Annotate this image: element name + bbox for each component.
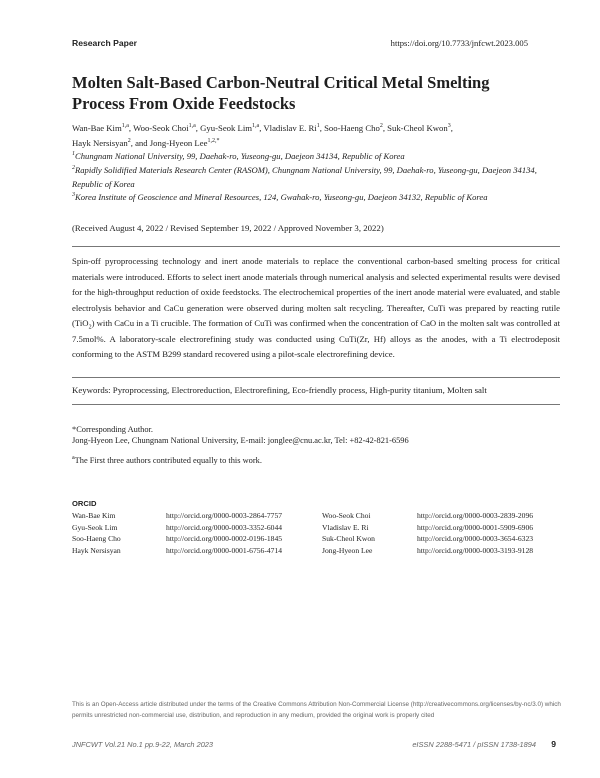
corresponding-author [72,424,409,446]
affiliation-1: $^1$Chungnam National University, 99, Daehak-ro, Yuseong-gu, Daejeon 34134, Republic of Korea [72,151,405,161]
author-name: Hayk Nersisyan [72,138,128,148]
orcid-author: Jong-Hyeon Lee [322,545,373,555]
orcid-link[interactable]: http://orcid.org/0000-0001-5909-6906 [417,522,534,532]
orcid-author: Wan-Bae Kim [72,511,116,520]
orcid-row [72,511,572,523]
orcid-row [72,534,572,546]
affiliation-2: $^2$Rapidly Solidified Materials Research Center (RASOM), Chungnam National University, 99, Daehak-ro, Yuseong-gu, Daejeon 34134, Republic of Korea [72,165,537,189]
keywords-rule [72,404,560,405]
issn: eISSN 2288-5471 / pISSN 1738-1894 [412,740,536,749]
author-affiliation-mark: 1,2,* [207,138,220,145]
page-number: 9 [551,739,556,749]
author-affiliation-mark: 1 [316,123,320,130]
review-dates: (Received August 4, 2022 / Revised September 19, 2022 / Approved November 3, 2022) [72,223,384,233]
abstract-bottom-rule [72,377,560,378]
author-name: Suk-Cheol Kwon [387,123,448,133]
orcid-row [72,523,572,535]
author-list: Wan-Bae Kim$^{1,a}$, Woo-Seok Choi$^{1,a}$, Gyu-Seok Lim$^{1,a}$, Vladislav E. Ri$^1$, Soo-Haeng Cho$^2$, Suk-Cheol Kwon$^3$, Hayk Nersisyan$^2$, and Jong-Hyeon Lee$^{1,2,*}$ [72,123,453,148]
orcid-link[interactable]: http://orcid.org/0000-0002-0196-1845 [166,534,283,544]
orcid-author: Suk-Cheol Kwon [322,534,375,544]
keywords: Keywords: Pyroprocessing, Electroreduction, Electrorefining, Eco-friendly process, High-purity titanium, Molten salt [72,385,487,395]
license-text: This is an Open-Access article distributed under the terms of the Creative Commons Attribution Non-Commercial License (http://creativecommons.org/licenses/by-nc/3.0) which permits unrestricted non-commercial use, distribution, and reproduction in any medium, provided the original work is properly cited [72,701,561,719]
author-affiliation-mark: 2 [127,138,131,145]
orcid-author: Soo-Haeng Cho [72,534,121,544]
abstract-top-rule [72,246,560,247]
journal-citation: JNFCWT Vol.21 No.1 pp.9-22, March 2023 [72,740,214,749]
orcid-link[interactable]: http://orcid.org/0000-0003-3193-9128 [417,545,534,555]
author-name: Wan-Bae Kim [72,123,122,133]
author-name: Woo-Seok Choi [133,123,189,133]
orcid-author: Vladislav E. Ri [322,522,369,532]
abstract: Spin-off pyroprocessing technology and inert anode materials to replace the conventional carbon-based smelting process for critical materials were introduced. Efforts to select inert anode materials through numerical analysis and selected experimental results were devised for the high-throughput reduction of oxide feedstocks. The electrochemical properties of the inert anode material were evaluated, and stable electrolysis behavior and CaCu generation were observed during molten salt recycling. Thereafter, CuTi was prepared by reacting rutile (TiO$_2$) with CaCu in a Ti crucible. The formation of CuTi was confirmed when the concentration of CaO in the molten salt was controlled at 7.5mol%. A laboratory-scale electrorefining study was conducted using CuTi(Zr, Hf) alloys as the anodes, with a Ti electrodeposit conforming to the ASTM B299 standard recovered using a pilot-scale electrorefining device. [72,256,560,359]
author-affiliation-mark: 1,a [252,123,260,130]
orcid-link[interactable]: http://orcid.org/0000-0003-3352-6044 [166,522,283,532]
orcid-table [72,511,572,557]
orcid-link[interactable]: http://orcid.org/0000-0003-2864-7757 [166,511,283,520]
page-header [72,38,528,54]
equal-contribution-note: $^a$The First three authors contributed equally to this work. [72,455,262,465]
corresponding-label: *Corresponding Author. [72,425,153,434]
orcid-row [72,546,572,558]
orcid-author: Gyu-Seok Lim [72,522,118,532]
author-affiliation-mark: 2 [379,123,383,130]
paper-title: Molten Salt-Based Carbon-Neutral Critical Metal Smelting Process From Oxide Feedstocks [72,73,490,113]
doi-link[interactable]: https://doi.org/10.7733/jnfcwt.2023.005 [390,38,528,48]
orcid-link[interactable]: http://orcid.org/0000-0003-2839-2096 [417,511,534,520]
author-name: Soo-Haeng Cho [324,123,380,133]
orcid-link[interactable]: http://orcid.org/0000-0003-3654-6323 [417,534,534,544]
affiliation-3: $^3$Korea Institute of Geoscience and Mineral Resources, 124, Gwahak-ro, Yuseong-gu, Daejeon 34132, Republic of Korea [72,192,488,202]
author-name: Gyu-Seok Lim [200,123,253,133]
author-affiliation-mark: 1,a [188,123,196,130]
author-name: Vladislav E. Ri [263,123,317,133]
author-affiliation-mark: 3 [447,123,451,130]
orcid-author: Hayk Nersisyan [72,545,121,555]
section-tag: Research Paper [72,38,137,48]
author-affiliation-mark: 1,a [121,123,129,130]
orcid-link[interactable]: http://orcid.org/0000-0001-6756-4714 [166,545,283,555]
page-footer [72,740,556,752]
orcid-heading: ORCID [72,499,97,508]
corresponding-detail: Jong-Hyeon Lee, Chungnam National University, E-mail: jonglee@cnu.ac.kr, Tel: +82-42-821-6596 [72,436,409,445]
author-name: Jong-Hyeon Lee [149,138,208,148]
orcid-author: Woo-Seok Choi [322,511,371,520]
